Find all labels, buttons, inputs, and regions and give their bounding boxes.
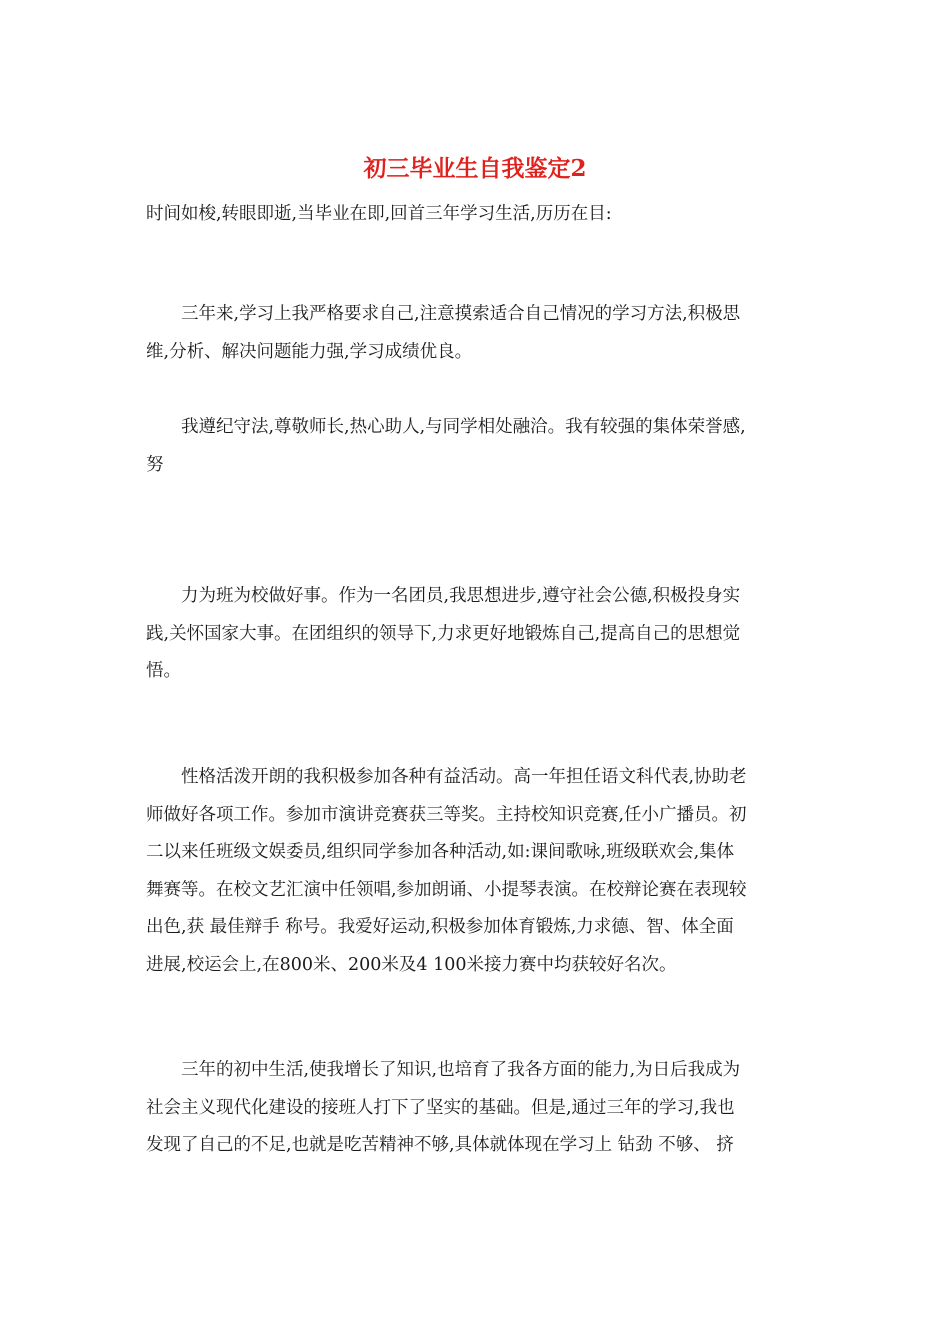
paragraph-school-work: 力为班为校做好事。作为一名团员,我思想进步,遵守社会公德,积极投身实 践,关怀国家大事。在团组织的领导下,力求更好地锻炼自己,提高自己的思想觉 悟。 [146,586,741,682]
paragraph-activities: 性格活泼开朗的我积极参加各种有益活动。高一年担任语文科代表,协助老 师做好各项工作。参加市演讲竞赛获三等奖。主持校知识竞赛,任小广播员。初 二以来任班级文娱委员,组织同学参加各种活动,如:课间歌咏,班级联欢会,集体 舞赛等。在校文艺汇演中任领唱,参加朗诵、小提琴表演。在校辩论赛在表现较 出色,获 最佳辩手 称号。我爱好运动,积极参加体育锻炼,力求德、智、体全面 进展,校运会上,在800米、200米及4 100米接力赛中均获较好名次。 [146,767,747,975]
paragraph-intro: 时间如梭,转眼即逝,当毕业在即,回首三年学习生活,历历在目: [146,204,612,224]
paragraph-discipline: 我遵纪守法,尊敬师长,热心助人,与同学相处融洽。我有较强的集体荣誉感, 努 [146,417,746,475]
paragraph-study: 三年来,学习上我严格要求自己,注意摸索适合自己情况的学习方法,积极思 维,分析、解决问题能力强,学习成绩优良。 [146,304,741,362]
paragraph-summary: 三年的初中生活,使我增长了知识,也培育了我各方面的能力,为日后我成为 社会主义现代化建设的接班人打下了坚实的基础。但是,通过三年的学习,我也 发现了自己的不足,也就是吃苦精神不够,具体就体现在学习上 钻劲 不够、 挤 [146,1060,741,1156]
document-title: 初三毕业生自我鉴定2 [363,155,587,182]
